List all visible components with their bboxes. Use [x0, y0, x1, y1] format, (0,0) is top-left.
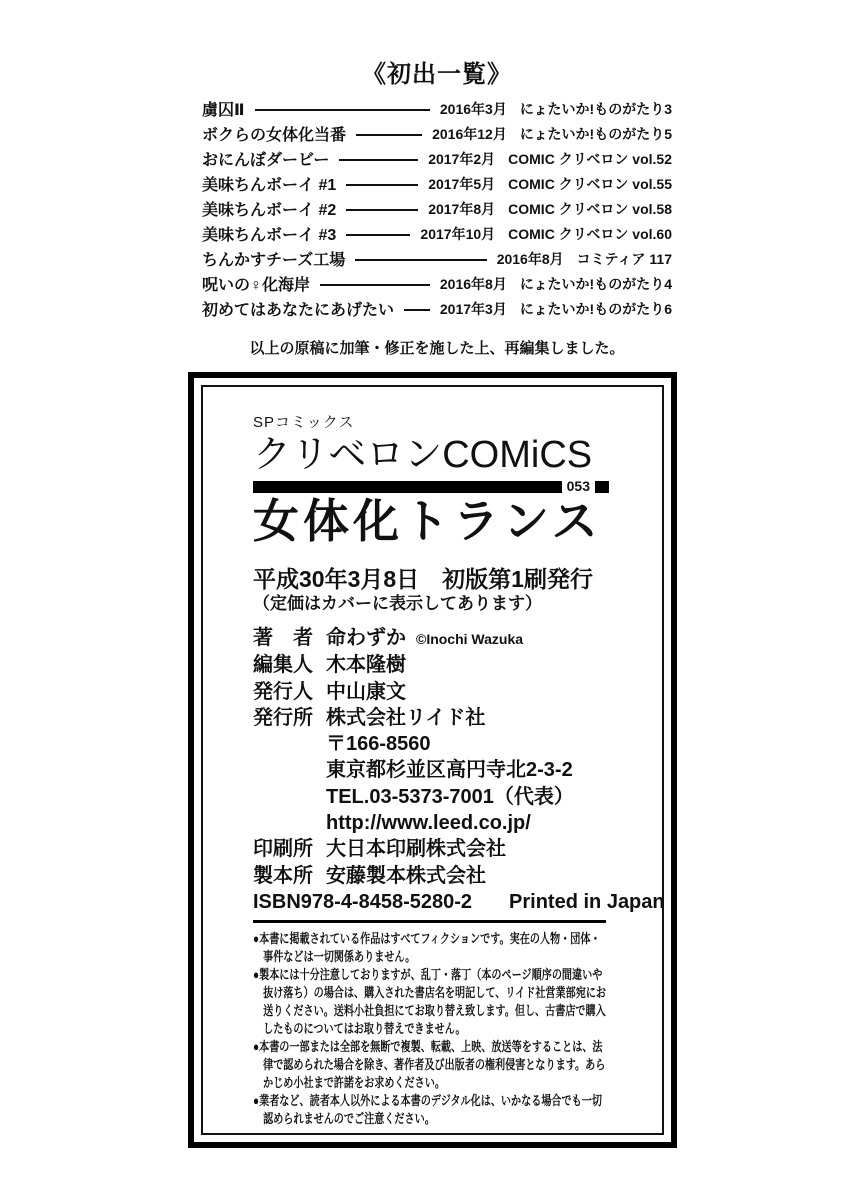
- credit-row: [253, 679, 628, 705]
- work-title: ちんかすチーズ工場: [202, 252, 346, 269]
- book-title: 女体化トランス: [253, 495, 602, 547]
- notice-defective-copy: ●製本には十分注意しておりますが、乱丁・落丁（本のページ順序の間違いや抜け落ち）の場合は、購入された書店名を明記して、リイド社営業部宛にお送りください。送料小社負担にてお取り替え致します。但し、古書店で購入したものについてはお取り替えできません。: [253, 966, 607, 1036]
- publisher-address: 東京都杉並区高円寺北2-3-2: [326, 759, 573, 782]
- first-publication-list-title: 《初出一覧》: [362, 61, 512, 88]
- publication-date: 2017年3月: [439, 300, 507, 317]
- publication-date: 2016年8月: [496, 250, 564, 267]
- credit-row: [253, 731, 628, 757]
- publication-source: COMIC クリベロン vol.60: [508, 225, 672, 242]
- list-item: [202, 296, 672, 321]
- leader-line: [346, 234, 410, 236]
- publication-source: にょたいか!ものがたり4: [519, 275, 672, 292]
- author-romanized-credit: ©Inochi Wazuka: [416, 631, 524, 647]
- work-title: ボクらの女体化当番: [202, 127, 347, 144]
- isbn-row: [253, 889, 665, 915]
- credit-label: 印刷所: [253, 838, 313, 861]
- work-title: 美味ちんボーイ #3: [202, 227, 337, 244]
- leader-line: [404, 309, 430, 311]
- credit-label: 編集人: [253, 654, 313, 677]
- publication-source: コミティア 117: [576, 250, 672, 267]
- divider-rule: [253, 920, 606, 923]
- first-publication-list: [202, 96, 672, 321]
- credit-row: [253, 625, 628, 652]
- leader-line: [339, 159, 418, 161]
- publisher-url: http://www.leed.co.jp/: [326, 812, 531, 835]
- credit-label: 製本所: [253, 864, 313, 887]
- publication-date: 2017年5月: [428, 175, 496, 192]
- credit-value: 命わずか: [326, 627, 406, 649]
- credits-list: [253, 625, 628, 889]
- list-item: [202, 171, 672, 196]
- colophon-box: [188, 372, 677, 1148]
- isbn-number: ISBN978-4-8458-5280-2: [253, 890, 473, 913]
- publisher-telephone: TEL.03-5373-7001（代表）: [326, 785, 574, 808]
- credit-value: 安藤製本株式会社: [326, 864, 486, 887]
- publication-date: 2016年12月: [432, 125, 507, 142]
- credit-row: [253, 757, 628, 783]
- list-item: [202, 96, 672, 121]
- notice-copyright: ●本書の一部または全部を無断で複製、転載、上映、放送等をすることは、法律で認められた場合を除き、著作者及び出版者の権利侵害となります。あらかじめ小社まで許諾をお求めください。: [253, 1038, 606, 1090]
- list-item: [202, 271, 672, 296]
- credit-row: [253, 705, 628, 731]
- publication-source: にょたいか!ものがたり6: [519, 300, 672, 317]
- price-note: （定価はカバーに表示してあります）: [253, 594, 542, 613]
- publication-date: 2017年2月: [428, 150, 496, 167]
- list-item: [202, 121, 672, 146]
- work-title: 虜囚Ⅱ: [202, 102, 245, 119]
- leader-line: [346, 184, 418, 186]
- work-title: おにんぼダービー: [202, 152, 330, 169]
- legal-notices: [253, 930, 610, 1128]
- credit-row: [253, 784, 628, 810]
- credit-value: 中山康文: [326, 680, 406, 703]
- reedit-footnote: 以上の原稿に加筆・修正を施した上、再編集しました。: [249, 340, 625, 357]
- volume-bar-row: [253, 480, 609, 493]
- publication-source: にょたいか!ものがたり3: [519, 100, 672, 117]
- printed-in-japan: Printed in Japan: [509, 890, 665, 913]
- credit-row: [253, 810, 628, 836]
- work-title: 美味ちんボーイ #2: [202, 202, 337, 219]
- credit-row: [253, 863, 628, 889]
- series-label: SPコミックス: [253, 414, 355, 431]
- volume-number: 053: [566, 478, 590, 494]
- notice-digitization: ●業者など、読者本人以外による本書のデジタル化は、いかなる場合でも一切認められませんのでご注意ください。: [253, 1092, 602, 1126]
- credit-value: 大日本印刷株式会社: [326, 838, 506, 861]
- list-item: [202, 146, 672, 171]
- credit-row: [253, 652, 628, 678]
- leader-line: [346, 209, 418, 211]
- list-item: [202, 196, 672, 221]
- leader-line: [255, 109, 430, 111]
- leader-line: [320, 284, 430, 286]
- publisher-postal-code: 〒166-8560: [326, 733, 431, 756]
- credit-row: [253, 836, 628, 862]
- list-item: [202, 246, 672, 271]
- list-item: [202, 221, 672, 246]
- publication-date: 2017年8月: [428, 200, 496, 217]
- credit-label: 発行人: [253, 680, 313, 703]
- colophon-inner-frame: [201, 385, 664, 1135]
- publication-source: にょたいか!ものがたり5: [519, 125, 672, 142]
- credit-label: 著 者: [253, 627, 313, 649]
- edition-line: 平成30年3月8日 初版第1刷発行: [253, 566, 593, 592]
- credit-value: 株式会社リイド社: [326, 706, 486, 729]
- publication-date: 2016年8月: [439, 275, 507, 292]
- publication-source: COMIC クリベロン vol.58: [508, 200, 672, 217]
- work-title: 呪いの♀化海岸: [202, 277, 311, 294]
- publication-source: COMIC クリベロン vol.52: [508, 150, 672, 167]
- credit-label: 発行所: [253, 706, 313, 729]
- work-title: 初めてはあなたにあげたい: [202, 302, 395, 319]
- imprint-logo: クリベロンCOMiCS: [253, 434, 593, 476]
- credit-value: 木本隆樹: [326, 654, 406, 677]
- volume-bar: [253, 481, 562, 493]
- leader-line: [356, 134, 422, 136]
- publication-source: COMIC クリベロン vol.55: [508, 175, 672, 192]
- leader-line: [355, 259, 487, 261]
- publication-date: 2016年3月: [439, 100, 507, 117]
- publication-date: 2017年10月: [420, 225, 496, 242]
- notice-fiction-disclaimer: ●本書に掲載されている作品はすべてフィクションです。実在の人物・団体・事件などは一切関係ありません。: [253, 930, 601, 964]
- work-title: 美味ちんボーイ #1: [202, 177, 337, 194]
- volume-square-icon: [595, 481, 609, 493]
